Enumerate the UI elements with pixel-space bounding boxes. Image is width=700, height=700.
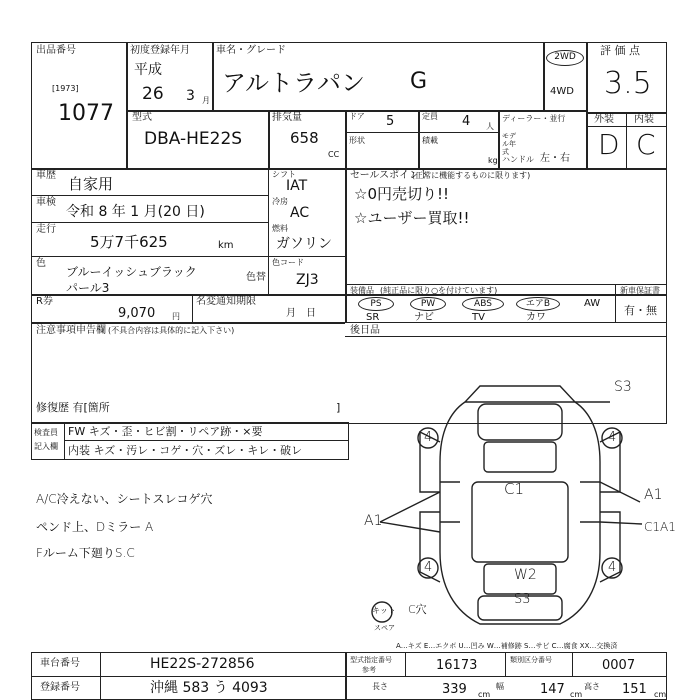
- chassis-label: 車台番号: [40, 658, 80, 669]
- recycle-label: R券: [36, 296, 53, 307]
- plate: 沖縄 583 う 4093: [150, 680, 268, 696]
- height-label: 高さ: [584, 682, 600, 691]
- spare-note: C穴: [408, 603, 427, 616]
- class-no: 0007: [602, 658, 636, 673]
- handle-value: 左・右: [540, 153, 570, 164]
- hand-note-2: ペンド上、Dミラー A: [36, 520, 154, 534]
- color-code-label: 色替: [246, 272, 266, 283]
- kg-unit: kg: [488, 156, 498, 165]
- class-no-label: 類別区分番号: [510, 656, 552, 664]
- inspector-row-2: 内装 キズ・汚レ・コゲ・穴・ズレ・キレ・破レ: [68, 444, 303, 457]
- era: 平成: [134, 62, 162, 78]
- equipment-label: 装備品: [350, 286, 374, 295]
- score: 3.5: [604, 66, 652, 101]
- spare-kit: キット: [372, 606, 396, 615]
- tire-fr: 4: [608, 430, 617, 445]
- km-unit: km: [218, 240, 234, 251]
- handle-label: ハンドル: [502, 155, 534, 164]
- mark-s3-top: S3: [614, 379, 632, 395]
- notes-label: 注意事項申告欄: [36, 325, 106, 336]
- usage: 自家用: [68, 175, 114, 193]
- model-label: 型式: [132, 112, 152, 123]
- color: ブルーイッシュブラックパール3: [66, 265, 197, 295]
- sales-label: セールスポイント: [350, 170, 430, 181]
- plate-label: 登録番号: [40, 682, 80, 693]
- seats-label: 定員: [422, 112, 438, 121]
- tire-rr: 4: [608, 560, 617, 575]
- equipment-note: (純正品に限り○を付けています): [380, 286, 498, 295]
- spare-label: スペア: [374, 624, 395, 632]
- mark-a1-right: A1: [644, 487, 663, 503]
- equip-airbag: エアB: [516, 297, 560, 311]
- score-label: 評 価 点: [600, 44, 640, 57]
- chassis: HE22S-272856: [150, 656, 255, 672]
- drive-2wd: 2WD: [546, 50, 584, 66]
- sales-point-1: ☆0円売切り!!: [354, 185, 450, 203]
- model: DBA-HE22S: [144, 129, 243, 149]
- reg-month: 3: [186, 88, 195, 104]
- shape-label: 形状: [349, 136, 365, 145]
- dealer-label: ディーラー・並行: [502, 114, 566, 123]
- type-no: 16173: [436, 658, 478, 673]
- color-label: 色: [36, 258, 46, 269]
- mark-c1: C1: [504, 480, 525, 498]
- back-label: 後日品: [350, 325, 380, 336]
- inspection-label: 車検: [36, 197, 56, 208]
- load-label: 積載: [422, 136, 438, 145]
- car-label: 車名・グレード: [216, 45, 286, 56]
- int-label: 内装: [634, 114, 654, 125]
- ac-label: 冷房: [272, 197, 288, 206]
- mark-w2: W2: [514, 567, 537, 583]
- int-grade: C: [636, 128, 656, 161]
- lot-number: 1077: [58, 101, 114, 126]
- equip-aw: AW: [584, 298, 601, 309]
- width-label: 幅: [496, 682, 504, 691]
- notes-sub: (不具合内容は具体的に記入下さい): [108, 326, 235, 335]
- damage-legend: A…キズ E…エクボ U…凹み W…補修跡 S…サビ C…腐食 XX…交換済: [396, 642, 618, 650]
- tire-fl: 4: [424, 430, 433, 445]
- month-day: 月 日: [286, 308, 316, 319]
- shift: IAT: [286, 178, 308, 194]
- equip-sr: SR: [366, 312, 380, 323]
- sales-note: (正常に機能するものに限ります): [412, 171, 531, 180]
- length: 339: [442, 682, 467, 697]
- car-name: アルトラパン: [222, 69, 366, 97]
- lot-label: 出品番号: [36, 45, 76, 56]
- width-unit: cm: [570, 690, 583, 699]
- fuel-label: 燃料: [272, 224, 288, 233]
- mark-s3-bottom: S3: [514, 592, 531, 607]
- sales-point-2: ☆ユーザー買取!!: [354, 209, 470, 227]
- type-no-label: 型式指定番号: [350, 656, 392, 664]
- name-change-label: 名変通知期限: [196, 296, 256, 307]
- inspector-label-1: 検査員: [34, 428, 58, 437]
- usage-label: 車歴: [36, 170, 56, 181]
- inspector-label-2: 記入欄: [34, 442, 58, 451]
- yen-unit: 円: [172, 312, 180, 321]
- equip-abs: ABS: [462, 297, 504, 311]
- seats: 4: [462, 114, 471, 129]
- mark-c1a1-right: C1A1: [644, 520, 676, 534]
- inspection: 令和 8 年 1 月(20 日): [66, 204, 205, 220]
- colorcode-label: 色コード: [272, 258, 304, 267]
- equip-navi: ナビ: [414, 312, 434, 323]
- cc-unit: CC: [328, 150, 340, 159]
- length-label: 長さ: [372, 682, 388, 691]
- seats-unit: 人: [486, 122, 494, 131]
- mileage: 5万7千625: [90, 233, 168, 251]
- reg-year: 26: [142, 84, 164, 104]
- ac: AC: [290, 205, 310, 221]
- height-unit: cm: [654, 690, 667, 699]
- door-label: ドア: [349, 112, 365, 121]
- doors: 5: [386, 114, 395, 129]
- type-ref-label: 参考: [362, 666, 376, 674]
- shift-label: シフト: [272, 170, 296, 179]
- model-year-label: モデル年式: [502, 132, 516, 156]
- grade: G: [410, 69, 428, 94]
- inspector-row-1: FW キズ・歪・ヒビ割・リペア跡・×要: [68, 425, 263, 438]
- equip-ps: PS: [358, 297, 394, 311]
- recycle: 9,070: [118, 306, 156, 321]
- displacement: 658: [290, 129, 319, 147]
- warranty-label: 新車保証書: [620, 286, 660, 295]
- fuel: ガソリン: [276, 236, 332, 252]
- ext-grade: D: [598, 128, 620, 161]
- hand-note-1: A/C冷えない、シートスレコゲ穴: [36, 492, 213, 506]
- mileage-label: 走行: [36, 224, 56, 235]
- reg-label: 初度登録年月: [130, 45, 190, 56]
- month-unit: 月: [202, 96, 210, 105]
- equip-leather: カワ: [526, 312, 546, 323]
- colorcode: ZJ3: [296, 272, 319, 288]
- length-unit: cm: [478, 690, 491, 699]
- repair-history: 修復歴 有[箇所: [36, 401, 110, 414]
- width: 147: [540, 682, 565, 697]
- ext-label: 外装: [594, 114, 614, 125]
- repair-close: ]: [336, 401, 341, 414]
- disp-label: 排気量: [272, 112, 302, 123]
- drive-4wd: 4WD: [550, 86, 574, 97]
- warranty: 有・無: [624, 304, 657, 317]
- lot-small: [1973]: [52, 84, 79, 93]
- equip-pw: PW: [410, 297, 446, 311]
- tire-rl: 4: [424, 560, 433, 575]
- equip-tv: TV: [472, 312, 485, 323]
- mark-a1-left: A1: [364, 513, 383, 529]
- hand-note-3: Fルーム下廻りS.C: [36, 546, 135, 560]
- height: 151: [622, 682, 647, 697]
